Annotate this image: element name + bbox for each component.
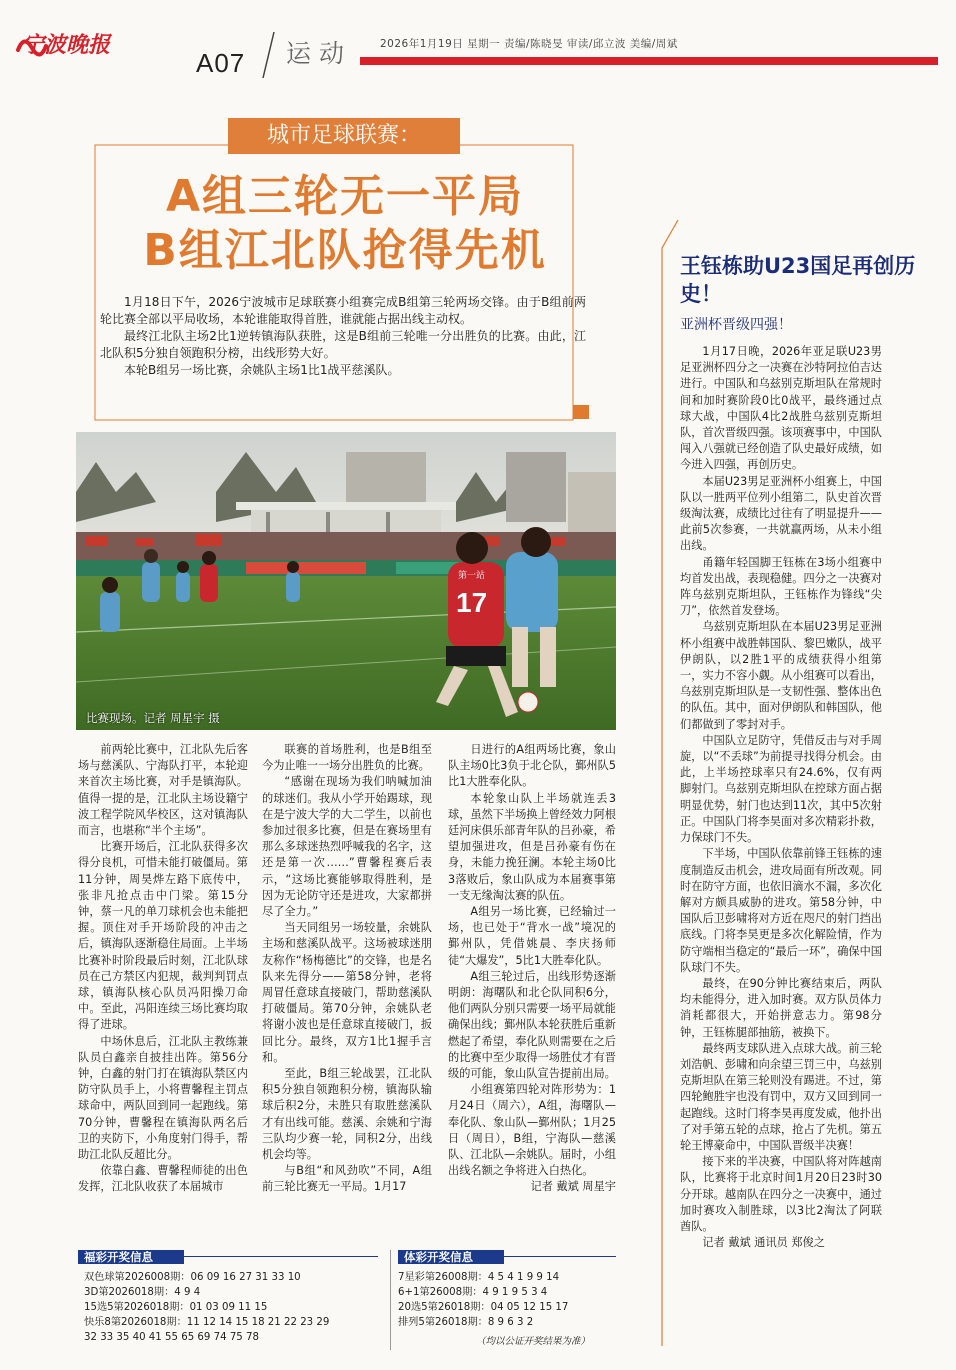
- lottery-line: 32 33 35 40 41 55 65 69 74 75 78: [84, 1332, 259, 1343]
- article-paragraph: 前两轮比赛中，江北队先后客场与慈溪队、宁海队打平，本轮迎来首次主场比赛，对手是镇海队。值得一提的是，江北队主场设籍宁波工程学院风华校区，这对镇海队而言，也堪称“半个主场”。: [78, 743, 248, 838]
- lottery-line: 15选5第2026018期：01 03 09 11 15: [84, 1302, 268, 1313]
- lottery-divider: [390, 1250, 391, 1350]
- side-paragraph: 下半场，中国队依靠前锋王钰栋的速度制造反击机会，进攻局面有所改观。同时在防守方面，也依旧滴水不漏，多次化解对方颇具威胁的进攻。第58分钟，中国队后卫彭啸将对方近在咫尺的射门挡出底线。门将李昊更是多次化解险情，作为防守端相当稳定的“最后一环”，确保中国队球门不失。: [680, 847, 882, 974]
- side-article-body: [680, 344, 882, 1251]
- article-paragraph: 中场休息后，江北队主教练兼队员白鑫亲自披挂出阵。第56分钟，白鑫的射门打在镇海队禁区内防守队员手上，小将曹馨程主罚点球命中，两队回到同一起跑线。第70分钟，曹馨程在镇海队两名后卫的夹防下，小角度射门得手，帮助江北队反超比分。: [78, 1034, 248, 1162]
- article-paragraph: 与B组“和风劲吹”不同，A组前三轮比赛无一平局。1月17: [262, 1164, 432, 1194]
- article-paragraph: 日进行的A组两场比赛，象山队主场0比3负于北仑队，鄞州队5比1大胜奉化队。: [448, 743, 616, 789]
- page-number: A07: [196, 48, 246, 78]
- photo-caption: 比赛现场。记者 周星宇 摄: [86, 711, 220, 725]
- headline-line-1: A组三轮无一平局: [165, 171, 525, 222]
- newspaper-logo: [14, 28, 140, 60]
- article-paragraph: A组三轮过后，出线形势逐渐明朗：海曙队和北仑队同积6分，他们两队分别只需要一场平局就能确保出线；鄞州队本轮获胜后重新燃起了希望，奉化队则需要在之后的比赛中至少取得一场胜仗才有晋级的可能，象山队宣告提前出局。: [448, 969, 616, 1081]
- issue-meta: 2026年1月19日 星期一 责编/陈晓旻 审读/邱立波 美编/周斌: [380, 38, 678, 50]
- article-column-2: [262, 742, 432, 1196]
- headline-kicker: 城市足球联赛：: [228, 118, 460, 154]
- lottery-note: （均以公证开奖结果为准）: [476, 1336, 591, 1347]
- lottery-line: 双色球第2026008期：06 09 16 27 31 33 10: [84, 1272, 301, 1283]
- section-title: 运动: [286, 39, 353, 68]
- article-paragraph: 联赛的首场胜利，也是B组至今为止唯一一场分出胜负的比赛。: [262, 743, 432, 773]
- shirt-sponsor: 第一站: [458, 571, 486, 581]
- article-paragraph: 本轮象山队上半场就连丢3球，虽然下半场换上曾经效力阿根廷河床俱乐部青年队的吕孙豪，希望加强进攻，但是吕孙豪有伤在身，未能力挽狂澜。本轮主场0比3落败后，象山队成为本届赛事第一支无缘淘汰赛的队伍。: [448, 791, 616, 902]
- article-paragraph: “感谢在现场为我们呐喊加油的球迷们。我从小学开始踢球，现在是宁波大学的大二学生，以前也参加过很多比赛，但是在赛场里有那么多球迷热烈呼喊我的名字，这还是第一次……”曹馨程赛后表示，“这场比赛能够取得胜利，是因为无论防守还是进攻，大家都拼尽了全力。”: [262, 775, 432, 919]
- lead-paragraphs: [100, 294, 586, 379]
- welfare-lottery-title: 福彩开奖信息: [78, 1250, 184, 1264]
- side-paragraph: 接下来的半决赛，中国队将对阵越南队，比赛将于北京时间1月20日23时30分开球。越南队在四分之一决赛中，通过加时赛攻入制胜球，以3比2淘汰了阿联酋队。: [680, 1155, 882, 1233]
- side-byline: 记者 戴斌 通讯员 郑俊之: [702, 1236, 825, 1250]
- side-paragraph: 本届U23男足亚洲杯小组赛上，中国队以一胜两平位列小组第二，队史首次晋级淘汰赛，成绩比过往有了明显提升——此前5次参赛，一共就赢两场，从未小组出线。: [680, 474, 882, 553]
- lottery-line: 3D第2026018期：4 9 4: [84, 1287, 201, 1298]
- article-byline: 记者 戴斌 周星宇: [530, 1180, 616, 1194]
- article-paragraph: 比赛开场后，江北队获得多次得分良机，可惜未能打破僵局。第11分钟，周昊烨左路下底传中，张非凡抢点击中门梁。第15分钟，蔡一凡的单刀球机会也未能把握。顶住对手开场阶段的冲击之后，镇海队逐渐稳住局面。上半场比赛补时阶段最后时刻，江北队球员在己方禁区内犯规，裁判判罚点球，镇海队核心队员冯阳操刀命中。至此，冯阳连续三场比赛均取得了进球。: [78, 840, 248, 1032]
- logo-text: 宁波晚报: [22, 32, 111, 58]
- side-paragraph: 最终，在90分钟比赛结束后，两队均未能得分，进入加时赛。双方队员体力消耗都很大，开始拼意志力。第98分钟，王钰栋腿部抽筋，被换下。: [680, 976, 882, 1039]
- article-column-3: [448, 742, 616, 1196]
- side-paragraph: 乌兹别克斯坦队在本届U23男足亚洲杯小组赛中战胜韩国队、黎巴嫩队，战平伊朗队，以2胜1平的成绩获得小组第一，实力不容小觑。从小组赛可以看出，乌兹别克斯坦队是一支韧性强、整体出色的队伍。其中，面对伊朗队和韩国队，他们都做到了零封对手。: [680, 620, 882, 731]
- sports-lottery-rule: [498, 1256, 616, 1257]
- lead-paragraph: 1月18日下午，2026宁波城市足球联赛小组赛完成B组第三轮两场交锋。由于B组前两轮比赛全部以平局收场，本轮谁能取得首胜，谁就能占据出线主动权。: [100, 295, 586, 326]
- side-paragraph: 最终两支球队进入点球大战。前三轮刘浩帆、彭啸和向余望三罚三中，乌兹别克斯坦队在第三轮则没有踢进。不过，第四轮鲍胜宇也没有罚中，双方又回到同一起跑线。这时门将李昊再度发威，他扑出了对手第五轮的点球，抢占了先机。第五轮王博豪命中，中国队晋级半决赛！: [680, 1041, 882, 1152]
- headline-line-2: B组江北队抢得先机: [143, 225, 547, 276]
- article-paragraph: 至此，B组三轮战罢，江北队积5分独自领跑积分榜，镇海队输球后积2分，未胜只有取胜慈溪队才有出线可能。慈溪、余姚和宁海三队均少赛一轮，同积2分，出线机会均等。: [262, 1067, 432, 1162]
- side-paragraph: 甬籍年轻国脚王钰栋在3场小组赛中均首发出战，表现稳健。四分之一决赛对阵乌兹别克斯坦队，王钰栋作为锋线“尖刀”，依然首发登场。: [680, 555, 882, 618]
- side-article-subtitle: 亚洲杯晋级四强！: [680, 317, 792, 333]
- lottery-line: 7星彩第26008期：4 5 4 1 9 9 14: [398, 1272, 560, 1283]
- lead-paragraph: 最终江北队主场2比1逆转镇海队获胜，这是B组前三轮唯一分出胜负的比赛。由此，江北队积5分独自领跑积分榜，出线形势大好。: [100, 329, 586, 360]
- article-paragraph: 依靠白鑫、曹馨程师徒的出色发挥，江北队收获了本届城市: [78, 1164, 248, 1194]
- lottery-line: 6+1第26008期：4 9 1 9 5 3 4: [398, 1287, 548, 1298]
- article-column-1: [78, 742, 248, 1196]
- welfare-lottery-results: [84, 1270, 329, 1345]
- article-paragraph: A组另一场比赛，已经输过一场，也已处于“背水一战”境况的鄞州队，凭借姚晨、李庆扬师徒“大爆发”，5比1大胜奉化队。: [448, 905, 616, 967]
- lead-paragraph: 本轮B组另一场比赛，余姚队主场1比1战平慈溪队。: [124, 363, 400, 377]
- lottery-line: 快乐8第2026018期：11 12 14 15 18 21 22 23 29: [84, 1317, 330, 1328]
- separator-slash: [260, 30, 276, 80]
- article-paragraph: 当天同组另一场较量，余姚队主场和慈溪队战平。这场被球迷朋友称作“杨梅德比”的交锋，也是名队来先得分——第58分钟，老将周冒任意球直接破门，帮助慈溪队打破僵局。第70分钟，余姚队老将谢小波也是任意球直接破门，扳回比分。最终，双方1比1握手言和。: [262, 921, 432, 1064]
- player-number: 17: [456, 587, 488, 618]
- lottery-line: 20选5第26018期：04 05 12 15 17: [398, 1302, 569, 1313]
- side-paragraph: 1月17日晚，2026年亚足联U23男足亚洲杯四分之一决赛在沙特阿拉伯吉达进行。中国队和乌兹别克斯坦队在常规时间和加时赛阶段0比0战平，最终通过点球大战，中国队4比2战胜乌兹别克斯坦队，首次晋级四强。该项赛事中，中国队闯入八强就已经创造了队史最好成绩，如今进入四强，再创历史。: [680, 345, 882, 472]
- side-paragraph: 中国队立足防守，凭借反击与对手周旋，以“不丢球”为前提寻找得分机会。由此，上半场控球率只有24.6%，仅有两脚射门。乌兹别克斯坦队在控球方面占据明显优势，射门也达到11次，其中5次射正。中国队门将李昊面对多次精彩扑救，力保球门不失。: [680, 733, 882, 845]
- sports-lottery-title: 体彩开奖信息: [398, 1250, 504, 1264]
- header-red-bar: [360, 57, 938, 65]
- welfare-lottery-rule: [178, 1256, 378, 1257]
- side-article-title: 王钰栋助U23国足再创历史！: [680, 254, 916, 306]
- article-paragraph: 小组赛第四轮对阵形势为：1月24日（周六），A组，海曙队—奉化队、象山队—鄞州队；1月25日（周日），B组，宁海队—慈溪队、江北队—余姚队。届时，小组出线名额之争将进入白热化。: [448, 1083, 616, 1178]
- match-photo: [76, 432, 616, 730]
- lottery-line: 排列5第26018期：8 9 6 3 2: [398, 1317, 534, 1328]
- sports-lottery-results: [398, 1270, 568, 1330]
